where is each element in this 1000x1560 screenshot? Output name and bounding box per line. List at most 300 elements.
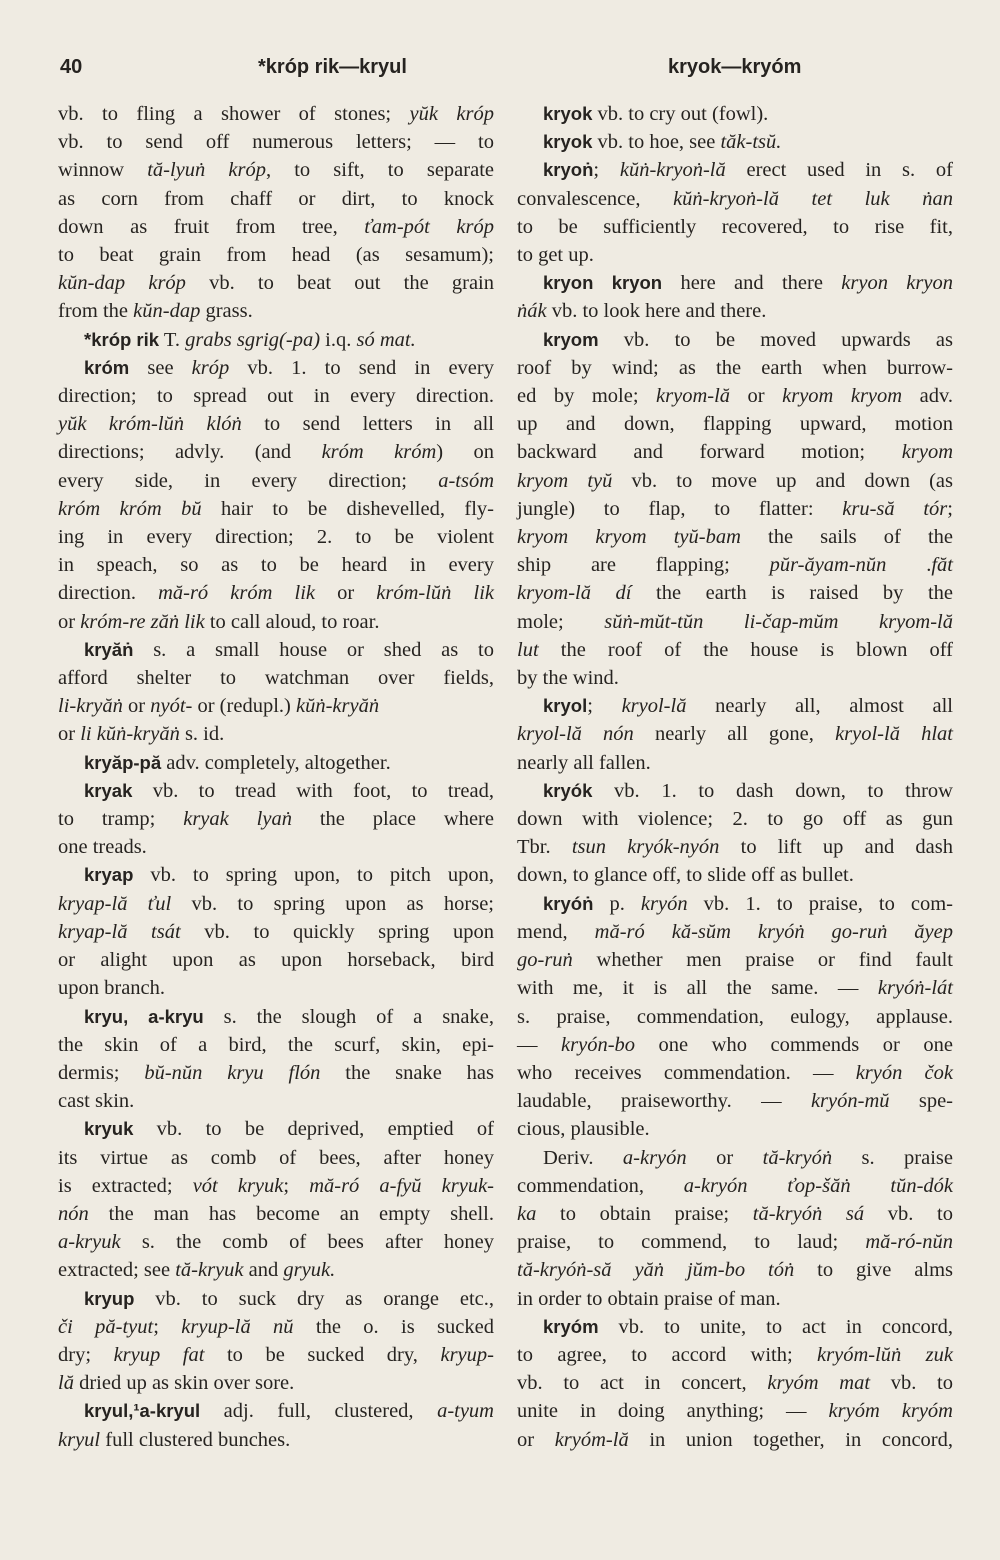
line-text: nearly all gone, — [633, 723, 836, 746]
italic-term: mă-ró-nŭn — [865, 1231, 953, 1254]
text-line — [58, 1256, 494, 1284]
line-text: . — [886, 554, 932, 577]
text-line — [517, 297, 953, 325]
line-text: to agree, to accord with; — [517, 1343, 818, 1366]
line-text: laudable, praiseworthy. — — [517, 1090, 811, 1113]
text-line — [58, 128, 494, 156]
text-line — [517, 269, 953, 297]
text-line — [58, 1397, 494, 1425]
line-text: s. the comb of bees after honey — [120, 1231, 494, 1254]
text-line — [517, 974, 953, 1002]
line-text: full clustered bunches. — [100, 1428, 291, 1451]
text-line — [58, 410, 494, 438]
text-line — [517, 128, 953, 156]
italic-term: kryom-lă — [656, 385, 731, 408]
line-text: direction; to spread out in every direction. — [58, 385, 494, 408]
italic-term: kryóm kryóm — [828, 1400, 953, 1423]
line-text: or — [517, 1428, 555, 1451]
line-text: cast skin. — [58, 1090, 135, 1113]
text-line — [58, 297, 494, 325]
italic-term: kryón — [640, 892, 688, 915]
text-line — [517, 1228, 953, 1256]
italic-term: kryol-lă hlat — [835, 723, 953, 746]
headword: kryok — [543, 131, 593, 153]
text-line — [517, 777, 953, 805]
headword: kryăp-pă — [84, 751, 162, 773]
text-line — [517, 692, 953, 720]
italic-term: kryak lyaṅ — [183, 808, 292, 831]
italic-term: mă-ró a-fyŭ kryuk- — [309, 1174, 494, 1197]
line-text: adj. full, clustered, — [200, 1400, 438, 1423]
italic-term: kŭṅ-kryăṅ — [295, 695, 380, 718]
text-line — [517, 946, 953, 974]
text-line — [517, 495, 953, 523]
italic-term: kryóm-lŭṅ zuk — [817, 1343, 953, 1366]
italic-term: ka — [517, 1202, 537, 1225]
italic-term: kryap-lă ťul — [58, 892, 172, 915]
line-text: to call aloud, to roar. — [204, 610, 380, 633]
line-text: direction. — [58, 582, 159, 605]
line-text: or — [730, 385, 783, 408]
italic-term: króm króm — [321, 441, 437, 464]
text-line — [517, 579, 953, 607]
headword: króm — [84, 356, 130, 378]
text-line — [517, 1115, 953, 1143]
line-text: vb. to quickly spring upon — [180, 920, 494, 943]
line-text: s. praise — [832, 1146, 953, 1169]
line-text: spe- — [889, 1090, 954, 1113]
line-text: jungle) to flap, to flatter: — [517, 497, 843, 520]
italic-term: kryap-lă tsát — [58, 920, 181, 943]
right-running-head: kryok—kryóm — [668, 56, 802, 78]
text-line — [517, 467, 953, 495]
italic-term: kŭn-dap — [133, 300, 201, 323]
line-text: cious, plausible. — [517, 1118, 650, 1141]
italic-term: gryuk. — [283, 1259, 336, 1282]
italic-term: kryom kryom tyŭ-bam — [517, 526, 741, 549]
text-line — [517, 1341, 953, 1369]
line-text: every side, in every direction; — [58, 469, 439, 492]
italic-term: kryom — [901, 441, 953, 464]
text-line — [58, 805, 494, 833]
italic-term: ṅák — [517, 300, 547, 323]
italic-term: kŭṅ-kryoṅ-lă — [619, 159, 726, 182]
italic-term: mă-ró kă-sŭm kryóṅ go-ruṅ ăyep — [594, 920, 953, 943]
italic-term: či pă-tyut — [58, 1315, 154, 1338]
line-text: praise, to commend, to laud; — [517, 1231, 866, 1254]
text-line — [58, 156, 494, 184]
line-text: vb. to — [864, 1202, 953, 1225]
line-text: vb. to look here and there. — [546, 300, 767, 323]
italic-term: kryol-lă nón — [517, 723, 634, 746]
italic-term: kryom kryom — [782, 385, 903, 408]
text-line — [517, 241, 953, 269]
text-line — [517, 664, 953, 692]
text-line — [58, 720, 494, 748]
line-text: vb. to cry out (fowl). — [592, 103, 769, 125]
headword: kryup — [84, 1287, 135, 1309]
line-text: to lift up and dash — [719, 836, 954, 859]
text-line — [58, 1228, 494, 1256]
line-text: adv. — [902, 385, 953, 408]
line-text: s. praise, commendation, eulogy, applause. — [517, 1005, 953, 1028]
line-text: or — [686, 1146, 763, 1169]
text-line — [58, 974, 494, 1002]
line-text: vb. to fling a shower of stones; — [58, 103, 410, 125]
line-text: down, to glance off, to slide off as bullet. — [517, 864, 854, 887]
line-text: or — [315, 582, 377, 605]
line-text: from the — [58, 300, 134, 323]
text-line — [517, 1369, 953, 1397]
line-text: as corn from chaff or dirt, to knock — [58, 187, 494, 210]
text-line — [58, 523, 494, 551]
line-text: s. id. — [179, 723, 225, 746]
text-line — [58, 692, 494, 720]
line-text: s. a small house or shed as to — [133, 638, 494, 661]
text-line — [517, 1059, 953, 1087]
line-text: adv. completely, altogether. — [161, 751, 391, 774]
italic-term: kryón-mŭ — [810, 1090, 890, 1113]
line-text: down as fruit from tree, — [58, 215, 365, 238]
italic-term: ťam-pót króp — [364, 215, 494, 238]
line-text: vb. 1. to send in every — [229, 356, 494, 379]
line-text: its virtue as comb of bees, after honey — [58, 1146, 494, 1169]
line-text: vb. to beat out the grain — [185, 272, 494, 295]
text-line — [517, 185, 953, 213]
italic-term: pŭr-ăyam-nŭn — [769, 554, 887, 577]
headword: kryol — [543, 695, 588, 717]
text-line — [58, 1144, 494, 1172]
line-text: ; — [283, 1174, 310, 1197]
text-line — [517, 1256, 953, 1284]
line-text: nearly all fallen. — [517, 751, 651, 774]
italic-term: li-kryăṅ — [58, 695, 123, 718]
line-text: ed by mole; — [517, 385, 657, 408]
line-text: and — [243, 1259, 284, 1282]
text-line — [58, 354, 494, 382]
line-text: afford shelter to watchman over fields, — [58, 667, 494, 690]
line-text: vb. to spring upon, to pitch upon, — [133, 864, 494, 887]
text-line — [517, 156, 953, 184]
line-text: upon branch. — [58, 977, 166, 1000]
headword: kryom — [543, 328, 599, 350]
line-text: one treads. — [58, 836, 147, 859]
italic-term: kryón-bo — [561, 1033, 636, 1056]
line-text: ; — [947, 497, 953, 520]
line-text: vb. to send off numerous letters; — to — [58, 131, 494, 154]
italic-term: kryón čok — [855, 1061, 954, 1084]
text-line — [517, 805, 953, 833]
line-text: vb. to unite, to act in concord, — [598, 1315, 953, 1338]
italic-term: só mat. — [356, 328, 416, 351]
line-text: to be sufficiently recovered, to rise fit, — [517, 215, 953, 238]
italic-term: sŭṅ-mŭt-tŭn li-čap-mŭm kryom-lă — [604, 610, 953, 633]
text-line — [58, 438, 494, 466]
text-line — [58, 1369, 494, 1397]
text-line — [58, 946, 494, 974]
text-line — [517, 1397, 953, 1425]
text-line — [58, 1115, 494, 1143]
text-line — [58, 579, 494, 607]
italic-term: kryul — [58, 1428, 101, 1451]
line-text: mole; — [517, 610, 605, 633]
text-line — [58, 1341, 494, 1369]
headword: *króp rik — [84, 328, 160, 350]
text-line — [58, 664, 494, 692]
italic-term: kru-să tór — [842, 497, 948, 520]
text-line — [58, 382, 494, 410]
line-text: dermis; — [58, 1061, 145, 1084]
line-text: is extracted; — [58, 1174, 193, 1197]
italic-term: nyót- — [150, 695, 193, 718]
line-text: the skin of a bird, the scurf, skin, epi- — [58, 1033, 494, 1056]
line-text: the man has become an empty shell. — [88, 1202, 494, 1225]
italic-term: yŭk króp — [409, 103, 494, 125]
text-line — [58, 918, 494, 946]
line-text: to give alms — [794, 1259, 953, 1282]
line-text: ; — [153, 1315, 182, 1338]
text-line — [517, 326, 953, 354]
line-text: the place where — [291, 808, 494, 831]
text-line — [517, 833, 953, 861]
page-number: 40 — [60, 56, 83, 78]
text-line — [58, 1200, 494, 1228]
line-text: backward and forward motion; — [517, 441, 902, 464]
headword: kryon kryon — [543, 272, 663, 294]
text-line — [517, 100, 953, 128]
italic-term: kryom-lă dí — [517, 582, 632, 605]
italic-term: kŭṅ-kryoṅ-lă tet luk ṅan — [673, 187, 953, 210]
line-text: the sails of the — [740, 526, 953, 549]
text-line — [517, 608, 953, 636]
line-text: to tramp; — [58, 808, 184, 831]
text-line — [58, 241, 494, 269]
line-text: , to sift, to separate — [265, 159, 494, 182]
italic-term: tăk-tsŭ. — [720, 131, 782, 154]
line-text: to be sucked dry, — [204, 1343, 441, 1366]
italic-term: tă-kryóṅ — [762, 1146, 833, 1169]
headword: kryul,¹a-kryul — [84, 1400, 201, 1422]
line-text: the earth is raised by the — [631, 582, 953, 605]
line-text: convalescence, — [517, 187, 674, 210]
headword: kryăṅ — [84, 638, 134, 660]
line-text: or — [122, 695, 151, 718]
italic-term: kryon kryon — [841, 272, 953, 295]
text-line — [58, 608, 494, 636]
text-line — [517, 1031, 953, 1059]
text-line — [517, 861, 953, 889]
text-line — [58, 1313, 494, 1341]
line-text: hair to be dishevelled, fly- — [201, 497, 494, 520]
text-line — [58, 1003, 494, 1031]
line-text: vb. to spring upon as horse; — [171, 892, 495, 915]
line-text: ; — [593, 159, 620, 182]
line-text: vb. to act in concert, — [517, 1372, 768, 1395]
text-line — [517, 1313, 953, 1341]
text-line — [58, 495, 494, 523]
italic-term: făt — [931, 554, 953, 577]
line-text: commendation, — [517, 1174, 684, 1197]
text-line — [58, 551, 494, 579]
line-text: to get up. — [517, 244, 594, 267]
line-text: s. the slough of a snake, — [203, 1005, 495, 1028]
text-line — [517, 1144, 953, 1172]
line-text: dried up as skin over sore. — [73, 1372, 295, 1395]
text-line — [517, 720, 953, 748]
italic-term: kryom tyŭ — [517, 469, 613, 492]
line-text: nearly all, almost all — [686, 695, 953, 718]
line-text: ing in every direction; 2. to be violent — [58, 526, 494, 549]
text-line — [58, 890, 494, 918]
line-text: vb. 1. to praise, to com- — [687, 892, 954, 915]
text-line — [517, 890, 953, 918]
text-line — [517, 1426, 953, 1454]
text-line — [58, 636, 494, 664]
italic-term: kryol-lă — [621, 695, 687, 718]
line-text: by the wind. — [517, 667, 619, 690]
line-text: in order to obtain praise of man. — [517, 1287, 781, 1310]
italic-term: kŭn-dap króp — [58, 272, 186, 295]
line-text: vb. to tread with foot, to tread, — [132, 779, 494, 802]
line-text: — — [517, 1033, 562, 1056]
line-text: or alight upon as upon horseback, bird — [58, 949, 494, 972]
line-text: one who commends or one — [635, 1033, 953, 1056]
headword: kryak — [84, 779, 133, 801]
text-line — [58, 185, 494, 213]
line-text: directions; advly. (and — [58, 441, 322, 464]
line-text: see — [129, 356, 192, 379]
italic-term: tă-kryóṅ sá — [752, 1202, 865, 1225]
italic-term: a-tyum — [437, 1400, 494, 1423]
line-text: vb. 1. to dash down, to throw — [592, 779, 953, 802]
italic-term: a-kryón — [622, 1146, 687, 1169]
text-line — [517, 523, 953, 551]
line-text: p. — [593, 892, 641, 915]
italic-term: króm króm bŭ — [58, 497, 202, 520]
line-text: the snake has — [320, 1061, 494, 1084]
line-text: vb. to hoe, see — [592, 131, 721, 154]
text-line — [58, 1087, 494, 1115]
headword: kryoṅ — [543, 159, 594, 181]
line-text: vb. to — [870, 1372, 953, 1395]
headword: kryok — [543, 103, 593, 124]
italic-term: go-ruṅ — [517, 949, 573, 972]
italic-term: kryup- — [440, 1343, 494, 1366]
text-line — [517, 551, 953, 579]
text-line — [517, 1285, 953, 1313]
italic-term: lă — [58, 1372, 74, 1395]
line-text: grass. — [200, 300, 253, 323]
line-text: T. — [159, 328, 186, 351]
line-text: ) on — [436, 441, 494, 464]
left-running-head: *króp rik—kryul — [258, 56, 407, 78]
line-text: whether men praise or find fault — [572, 949, 953, 972]
text-line — [58, 861, 494, 889]
line-text: here and there — [662, 272, 842, 295]
line-text: to obtain praise; — [536, 1202, 753, 1225]
line-text: with me, it is all the same. — — [517, 977, 878, 1000]
italic-term: a-kryuk — [58, 1231, 121, 1254]
italic-term: kryóm mat — [767, 1372, 871, 1395]
right-column — [517, 100, 953, 1454]
italic-term: lut — [517, 638, 539, 661]
headword: kryóṅ — [543, 892, 594, 914]
line-text: up and down, flapping upward, motion — [517, 413, 953, 436]
text-line — [58, 1426, 494, 1454]
text-line — [58, 777, 494, 805]
text-line — [58, 326, 494, 354]
italic-term: vót kryuk — [192, 1174, 284, 1197]
line-text: down with violence; 2. to go off as gun — [517, 808, 953, 831]
headword: kryuk — [84, 1118, 134, 1140]
text-line — [517, 636, 953, 664]
line-text: unite in doing anything; — — [517, 1400, 829, 1423]
italic-term: tă-lyuṅ króp — [147, 159, 266, 182]
italic-term: grabs sgrig(-pa) — [185, 328, 321, 351]
italic-term: króp — [191, 356, 230, 379]
line-text: in union together, in concord, — [628, 1428, 953, 1451]
line-text: vb. to be deprived, emptied of — [133, 1118, 494, 1141]
text-line — [58, 467, 494, 495]
italic-term: tsun kryók-nyón — [571, 836, 720, 859]
line-text: dry; — [58, 1343, 114, 1366]
line-text: in speach, so as to be heard in every — [58, 554, 494, 577]
text-line — [58, 1285, 494, 1313]
text-line — [58, 1172, 494, 1200]
text-line — [517, 749, 953, 777]
text-line — [58, 269, 494, 297]
line-text: Deriv. — [543, 1146, 623, 1169]
line-text: vb. to move up and down (as — [612, 469, 953, 492]
text-line — [517, 410, 953, 438]
headword: kryu, a-kryu — [84, 1005, 204, 1027]
text-line — [58, 749, 494, 777]
text-line — [517, 382, 953, 410]
text-line — [58, 213, 494, 241]
italic-term: yŭk króm-lŭṅ klóṅ — [58, 413, 242, 436]
running-header — [58, 50, 944, 84]
italic-term: nón — [58, 1202, 89, 1225]
headword: kryók — [543, 779, 593, 801]
italic-term: a-kryón ťop-šăṅ tŭn-dók — [683, 1174, 953, 1197]
line-text: the roof of the house is blown off — [538, 638, 953, 661]
text-line — [517, 918, 953, 946]
line-text: vb. to suck dry as orange etc., — [134, 1287, 494, 1310]
italic-term: tă-kryóṅ-să yăṅ jŭm-bo tóṅ — [517, 1259, 795, 1282]
line-text: vb. to be moved upwards as — [598, 328, 953, 351]
line-text: or — [58, 723, 81, 746]
line-text: mend, — [517, 920, 595, 943]
line-text: the o. is sucked — [293, 1315, 494, 1338]
line-text: ship are flapping; — [517, 554, 770, 577]
text-line — [58, 833, 494, 861]
line-text: or (redupl.) — [192, 695, 296, 718]
italic-term: bŭ-nŭn kryu flón — [144, 1061, 321, 1084]
line-text: who receives commendation. — — [517, 1061, 856, 1084]
text-line — [58, 1031, 494, 1059]
line-text: winnow — [58, 159, 148, 182]
line-text: ; — [587, 695, 622, 718]
line-text: extracted; see — [58, 1259, 176, 1282]
headword: kryap — [84, 864, 134, 886]
italic-term: kryup-lă nŭ — [181, 1315, 294, 1338]
left-column — [58, 100, 494, 1454]
text-line — [58, 100, 494, 128]
italic-term: mă-ró króm lik — [158, 582, 315, 605]
line-text: to send letters in all — [241, 413, 495, 436]
text-line — [517, 1003, 953, 1031]
text-line — [517, 1200, 953, 1228]
